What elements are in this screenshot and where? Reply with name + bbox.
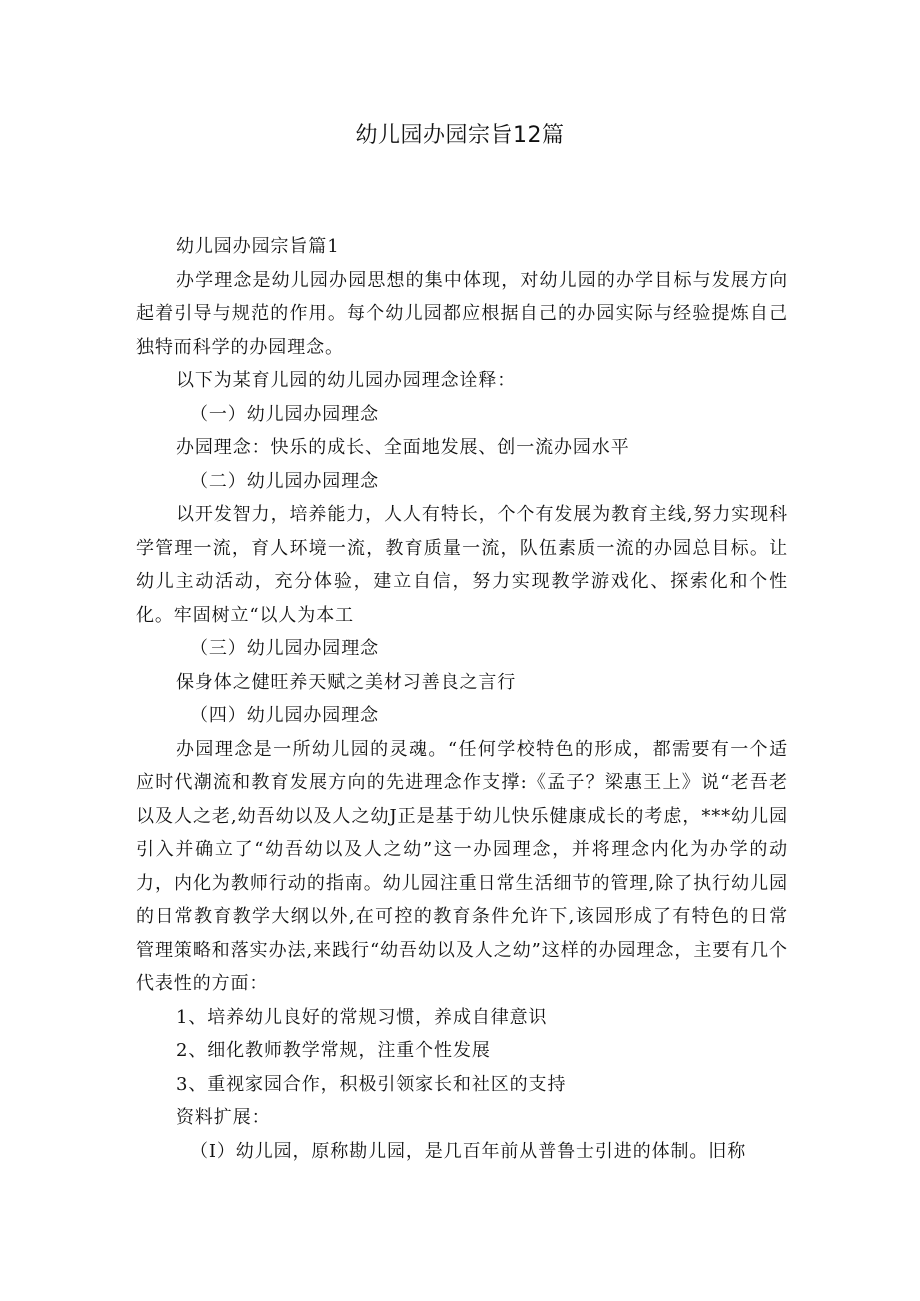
paragraph: 以下为某育儿园的幼儿园办园理念诠释： <box>176 370 517 391</box>
list-item: 3、重视家园合作，积极引领家长和社区的支持 <box>176 1073 567 1095</box>
section-heading: 幼儿园办园宗旨篇1 <box>176 236 340 257</box>
paragraph: 办园理念是一所幼儿园的灵魂。“任何学校特色的形成，都需要有一个适应时代潮流和教育发展方向的先进理念作支撑:《孟子？梁惠王上》说“老吾老以及人之老,幼吾幼以及人之幼J正是基于幼儿快乐健康成长的考虑，***幼儿园引入并确立了“幼吾幼以及人之幼”这一办园理念，并将理念内化为办学的动力，内化为教师行动的指南。幼儿园注重日常生活细节的管理,除了执行幼儿园的日常教育教学大纲以外,在可控的教育条件允许下,该园形成了有特色的日常管理策略和落实办法,来践行“幼吾幼以及人之幼”这样的办园理念，主要有几个代表性的方面： <box>136 738 788 994</box>
subheading: （一）幼儿园办园理念 <box>190 403 379 425</box>
document-title: 幼儿园办园宗旨12篇 <box>355 123 565 148</box>
paragraph: 资料扩展： <box>176 1107 271 1128</box>
list-item: 2、细化教师教学常规，注重个性发展 <box>176 1040 491 1061</box>
paragraph: 保身体之健旺养天赋之美材习善良之言行 <box>176 671 517 693</box>
list-item: 1、培养幼儿良好的常规习惯，养成自律意识 <box>176 1006 548 1028</box>
paragraph: 办学理念是幼儿园办园思想的集中体现，对幼儿园的办学目标与发展方向起着引导与规范的作用。每个幼儿园都应根据自己的办园实际与经验提炼自己独特而科学的办园理念。 <box>136 269 788 358</box>
paragraph: 以开发智力，培养能力，人人有特长，个个有发展为教育主线,努力实现科学管理一流，育人环境一流，教育质量一流，队伍素质一流的办园总目标。让幼儿主动活动，充分体验，建立自信，努力实现教学游戏化、探索化和个性化。牢固树立“以人为本工 <box>136 504 788 626</box>
subheading: （二）幼儿园办园理念 <box>190 470 379 492</box>
document-body <box>136 230 788 1168</box>
subheading: （四）幼儿园办园理念 <box>190 705 379 726</box>
subheading: （三）幼儿园办园理念 <box>190 638 379 659</box>
paragraph: 办园理念：快乐的成长、全面地发展、创一流办园水平 <box>176 437 630 458</box>
paragraph: （I）幼儿园，原称勘儿园，是几百年前从普鲁士引进的体制。旧称 <box>190 1140 747 1162</box>
